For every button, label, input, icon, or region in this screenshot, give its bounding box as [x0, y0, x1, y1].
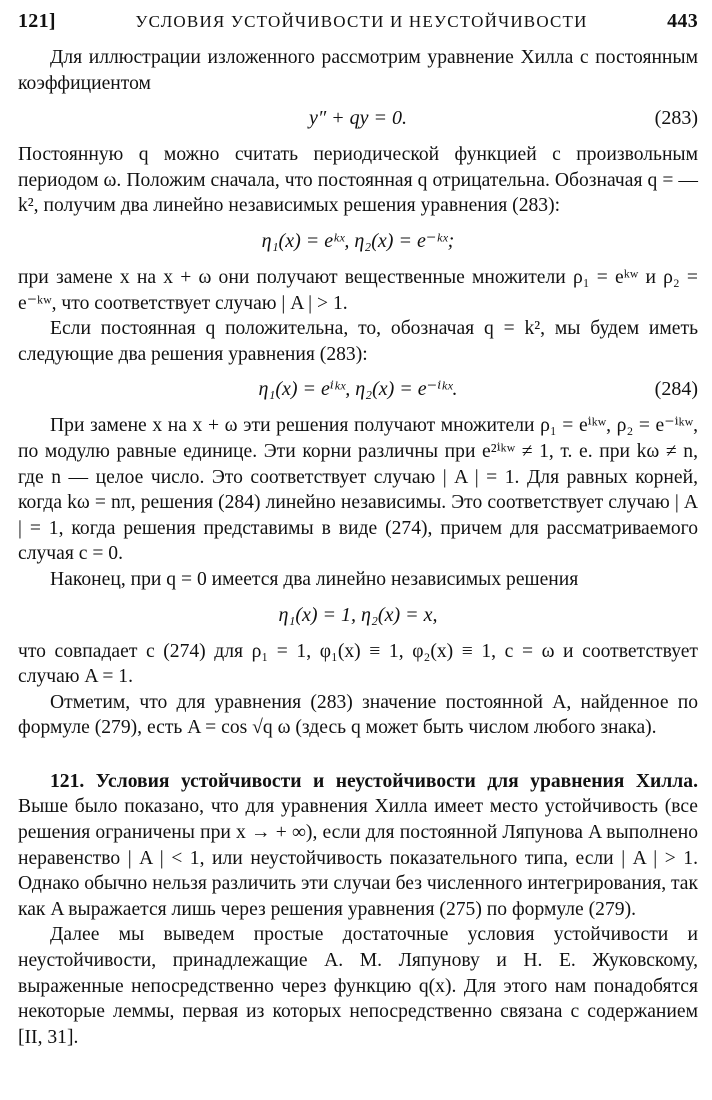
equation-283	[18, 104, 698, 132]
page-number: 443	[667, 10, 698, 32]
paragraph-intro: Для иллюстрации изложенного рассмотрим уравнение Хилла с постоянным коэффициентом	[18, 47, 698, 94]
equation-linear-solutions	[18, 601, 698, 629]
paragraph-zero-q: Наконец, при q = 0 имеется два линейно независимых решения	[50, 568, 579, 590]
equation-linear-formula: η₁(x) = 1, η₂(x) = x,	[278, 603, 438, 626]
paragraph-coincidence: что совпадает с (274) для ρ₁ = 1, φ₁(x) ≡ 1, φ₂(x) ≡ 1, c = ω и соответствует случаю A = 1.	[18, 640, 698, 688]
equation-exponential-solutions	[18, 227, 698, 255]
section-121-text: Выше было показано, что для уравнения Хилла имеет место устойчивость (все решения ограничены при x → + ∞), если для постоянной Ляпунова A выполнено неравенство | A | < 1, или неустойчивость показательного типа, если | A | > 1. Однако обычно нельзя различить эти случаи без численного интегрирования, так как A выражается лишь через решения уравнения (275) по формуле (279).	[18, 796, 699, 920]
equation-284-number: (284)	[654, 378, 698, 401]
running-title: УСЛОВИЯ УСТОЙЧИВОСТИ И НЕУСТОЙЧИВОСТИ	[135, 12, 588, 31]
paragraph-negative-q: Постоянную q можно считать периодической функцией с произвольным периодом ω. Положим сначала, что постоянная q отрицательна. Обозначая q = — k², получим два линейно независимых решения уравнения (283):	[18, 144, 698, 217]
paragraph-constant-a: Отметим, что для уравнения (283) значение постоянной A, найденное по формуле (279), есть A = cos √q ω (здесь q может быть числом любого знака).	[18, 691, 698, 739]
section-121-paragraph	[18, 769, 698, 923]
paragraph-unit-multipliers: При замене x на x + ω эти решения получают множители ρ₁ = eⁱᵏʷ, ρ₂ = e⁻ⁱᵏʷ, по модулю равные единице. Эти корни различны при e²ⁱᵏʷ ≠ 1, т. е. при kω ≠ n, где n — целое число. Это соответствует случаю | A | = 1. Для равных корней, когда kω = nπ, решения (284) линейно независимы. Это соответствует случаю | A | = 1, когда решения представимы в виде (274), причем для рассматриваемого случая c = 0.	[18, 415, 698, 565]
paragraph-lemmas: Далее мы выведем простые достаточные условия устойчивости и неустойчивости, принадлежащие А. М. Ляпунову и Н. Е. Жуковскому, выраженные непосредственно через функцию q(x). Для этого нам понадобятся некоторые леммы, первая из которых непосредственно связана с содержанием [II, 31].	[18, 924, 698, 1048]
equation-284	[18, 375, 698, 403]
running-head	[18, 10, 698, 33]
equation-283-number: (283)	[654, 107, 698, 130]
equation-284-formula: η₁(x) = eⁱᵏˣ, η₂(x) = e⁻ⁱᵏˣ.	[258, 378, 458, 401]
equation-283-formula: y″ + qy = 0.	[308, 107, 408, 130]
section-number: 121]	[18, 10, 56, 32]
paragraph-real-multipliers: при замене x на x + ω они получают вещественные множители ρ₁ = eᵏʷ и ρ₂ = e⁻ᵏʷ, что соответствует случаю | A | > 1.	[18, 266, 698, 314]
paragraph-positive-q: Если постоянная q положительна, то, обозначая q = k², мы будем иметь следующие два решения уравнения (283):	[18, 318, 698, 365]
equation-exponential-formula: η₁(x) = eᵏˣ, η₂(x) = e⁻ᵏˣ;	[261, 229, 455, 252]
section-121-heading: 121. Условия устойчивости и неустойчивости для уравнения Хилла.	[50, 770, 698, 792]
